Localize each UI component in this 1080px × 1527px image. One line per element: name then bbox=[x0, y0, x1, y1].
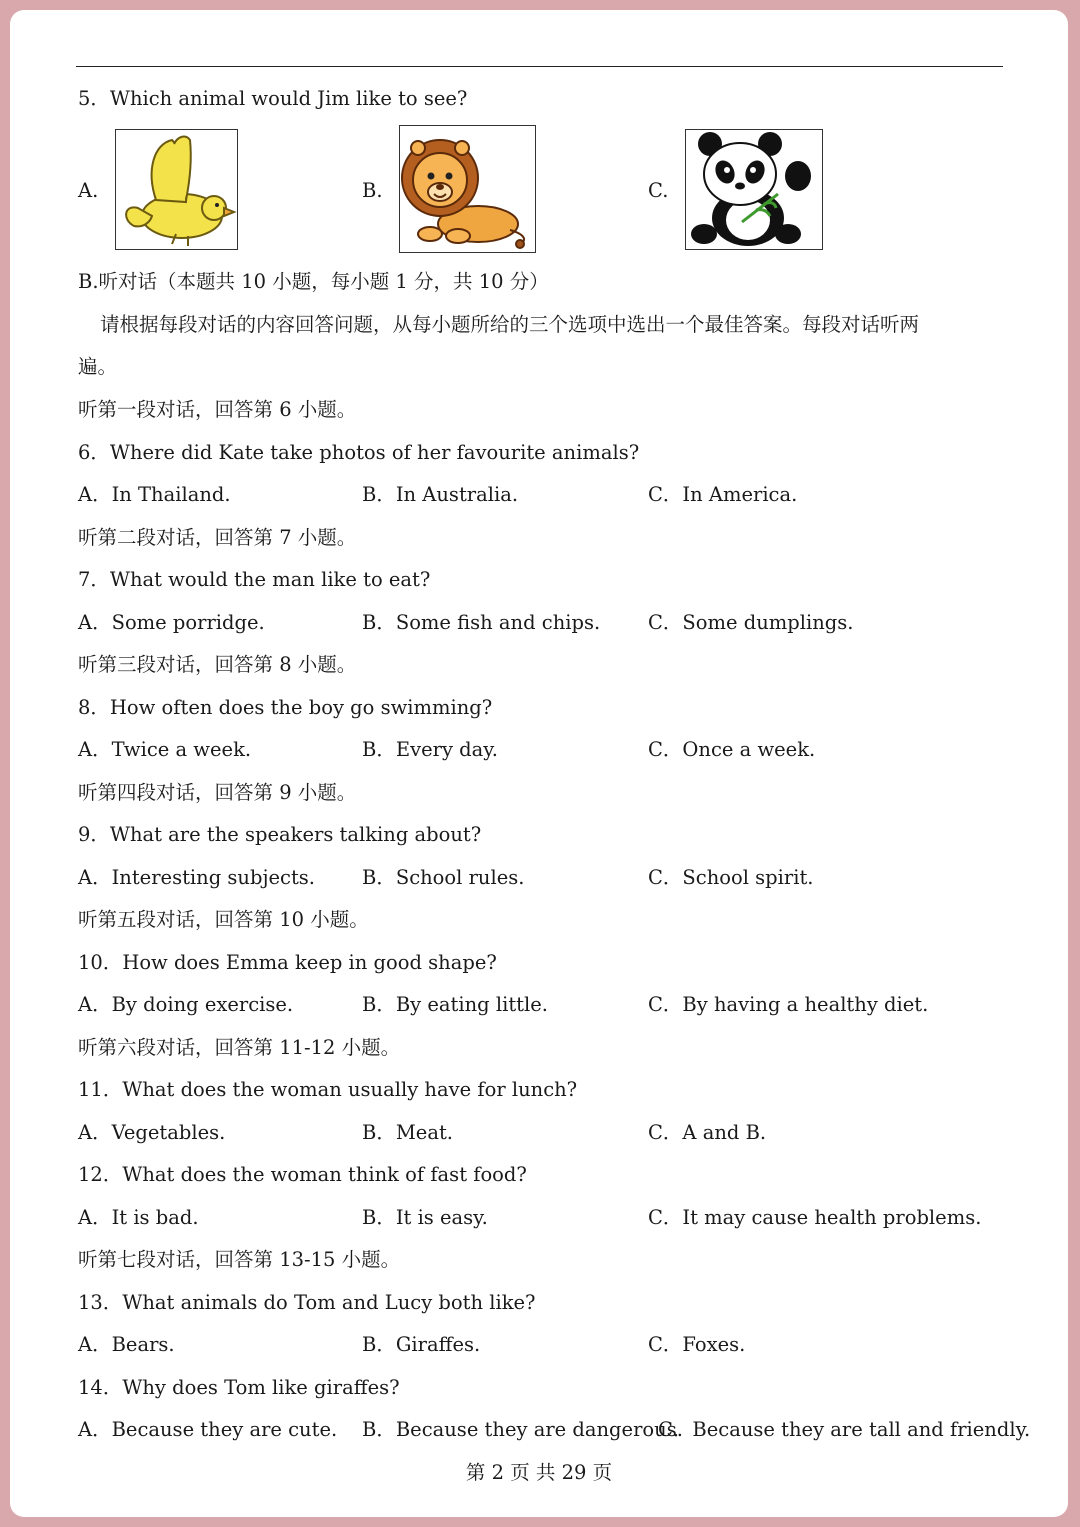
option-a: A．Some porridge. bbox=[78, 611, 265, 634]
dialogue-note: 听第六段对话，回答第 11-12 小题。 bbox=[78, 1036, 401, 1059]
option-a: A．Bears. bbox=[78, 1333, 175, 1356]
option-b: B．Some fish and chips. bbox=[362, 611, 601, 634]
dialogue-note: 听第三段对话，回答第 8 小题。 bbox=[78, 653, 357, 676]
dialogue-note: 听第五段对话，回答第 10 小题。 bbox=[78, 908, 369, 931]
option-b: B．By eating little. bbox=[362, 993, 548, 1016]
option-b: B．Because they are dangerous. bbox=[362, 1418, 683, 1441]
option-a: A．In Thailand. bbox=[78, 483, 231, 506]
q5-option-b-letter: B. bbox=[362, 179, 383, 202]
option-c: C．Once a week. bbox=[648, 738, 816, 761]
option-b: B．Meat. bbox=[362, 1121, 453, 1144]
option-c: C．Because they are tall and friendly. bbox=[658, 1418, 1031, 1441]
dialogue-note: 听第四段对话，回答第 9 小题。 bbox=[78, 781, 357, 804]
question-stem: 13．What animals do Tom and Lucy both like? bbox=[78, 1291, 536, 1314]
option-c: C．School spirit. bbox=[648, 866, 814, 889]
option-c: C．In America. bbox=[648, 483, 798, 506]
question-5-stem: 5．Which animal would Jim like to see? bbox=[78, 87, 468, 110]
question-stem: 12．What does the woman think of fast food? bbox=[78, 1163, 527, 1186]
question-stem: 10．How does Emma keep in good shape? bbox=[78, 951, 497, 974]
header-rule bbox=[76, 66, 1003, 67]
option-c: C．Some dumplings. bbox=[648, 611, 854, 634]
option-b: B．In Australia. bbox=[362, 483, 519, 506]
option-c: C．By having a healthy diet. bbox=[648, 993, 929, 1016]
option-b: B．Every day. bbox=[362, 738, 498, 761]
option-a: A．Twice a week. bbox=[78, 738, 252, 761]
question-stem: 6．Where did Kate take photos of her favourite animals? bbox=[78, 441, 640, 464]
dialogue-note: 听第一段对话，回答第 6 小题。 bbox=[78, 398, 357, 421]
question-stem: 8．How often does the boy go swimming? bbox=[78, 696, 493, 719]
exam-page bbox=[10, 10, 1068, 1517]
question-stem: 7．What would the man like to eat? bbox=[78, 568, 431, 591]
bird-icon bbox=[115, 129, 238, 250]
panda-icon bbox=[685, 129, 823, 250]
option-c: C．It may cause health problems. bbox=[648, 1206, 982, 1229]
option-a: A．Vegetables. bbox=[78, 1121, 226, 1144]
question-stem: 14．Why does Tom like giraffes? bbox=[78, 1376, 400, 1399]
option-c: C．Foxes. bbox=[648, 1333, 746, 1356]
option-a: A．Because they are cute. bbox=[78, 1418, 338, 1441]
page-number: 第 2 页 共 29 页 bbox=[465, 1461, 613, 1484]
option-b: B．Giraffes. bbox=[362, 1333, 481, 1356]
option-a: A．Interesting subjects. bbox=[78, 866, 315, 889]
option-c: C．A and B. bbox=[648, 1121, 767, 1144]
q5-option-c-letter: C. bbox=[648, 179, 669, 202]
q5-option-a-letter: A. bbox=[78, 179, 99, 202]
option-a: A．By doing exercise. bbox=[78, 993, 294, 1016]
option-b: B．School rules. bbox=[362, 866, 525, 889]
dialogue-note: 听第七段对话，回答第 13-15 小题。 bbox=[78, 1248, 401, 1271]
section-b-heading: B.听对话（本题共 10 小题，每小题 1 分，共 10 分） bbox=[78, 270, 549, 293]
section-b-instruction-cont: 遍。 bbox=[78, 355, 118, 378]
dialogue-note: 听第二段对话，回答第 7 小题。 bbox=[78, 526, 357, 549]
section-b-instruction: 请根据每段对话的内容回答问题，从每小题所给的三个选项中选出一个最佳答案。每段对话听两 bbox=[100, 313, 920, 336]
question-stem: 11．What does the woman usually have for lunch? bbox=[78, 1078, 578, 1101]
option-a: A．It is bad. bbox=[78, 1206, 199, 1229]
question-stem: 9．What are the speakers talking about? bbox=[78, 823, 482, 846]
option-b: B．It is easy. bbox=[362, 1206, 488, 1229]
lion-icon bbox=[399, 125, 536, 253]
